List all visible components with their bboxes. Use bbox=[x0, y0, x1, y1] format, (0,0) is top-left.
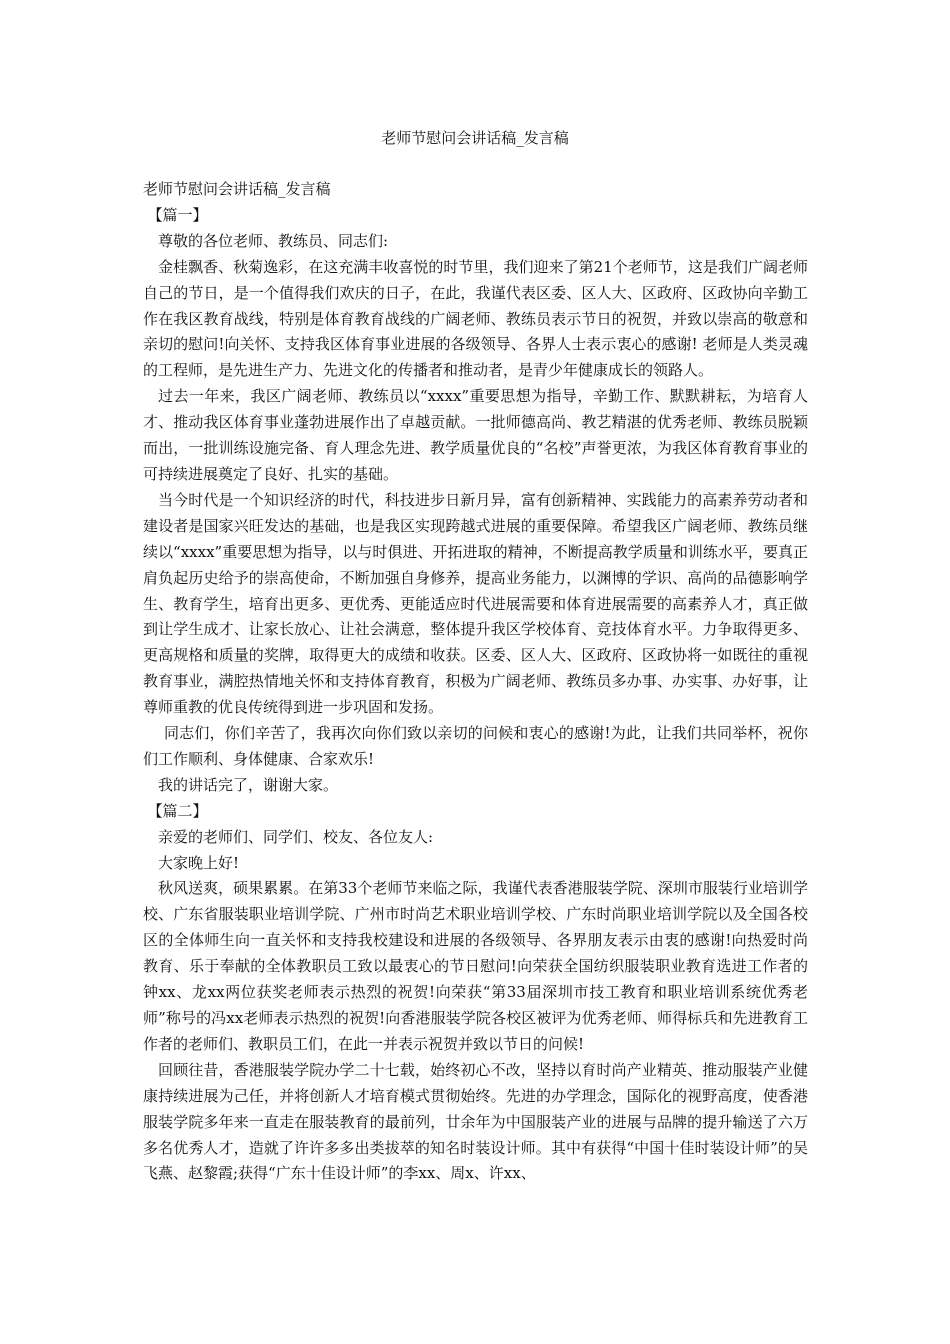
document-subtitle: 老师节慰问会讲话稿_发言稿 bbox=[143, 180, 331, 198]
part1-paragraph-2: 过去一年来，我区广阔老师、教练员以“xxxx”重要思想为指导，辛勤工作、默默耕耘，为培育人才、推动我区体育事业蓬勃进展作出了卓越贡献。一批师德高尚、教艺精湛的优秀老师、教练员脱颖而出，一批训练设施完备、育人理念先进、教学质量优良的“名校”声誉更浓，为我区体育教育事业的可持续进展奠定了良好、扎实的基础。 bbox=[143, 387, 808, 483]
part2-heading: 【篇二】 bbox=[147, 801, 208, 820]
part1-paragraph-4: 同志们，你们辛苦了，我再次向你们致以亲切的问候和衷心的感谢!为此，让我们共同举杯，祝你们工作顺利、身体健康、合家欢乐! bbox=[143, 724, 808, 768]
part1-paragraph-5: 我的讲话完了，谢谢大家。 bbox=[158, 775, 339, 794]
part2-paragraph-2: 回顾往昔，香港服装学院办学二十七载，始终初心不改，坚持以育时尚产业精英、推动服装产业健康持续进展为己任，并将创新人才培育模式贯彻始终。先进的办学理念，国际化的视野高度，使香港服装学院多年来一直走在服装教育的最前列，廿余年为中国服装产业的进展与品牌的提升输送了六万多名优秀人才，造就了许许多多出类拔萃的知名时装设计师。其中有获得“中国十佳时装设计师”的吴飞燕、赵黎霞;获得“广东十佳设计师”的李xx、周x、许xx、 bbox=[143, 1060, 808, 1183]
part1-paragraph-1: 金桂飘香、秋菊逸彩，在这充满丰收喜悦的时节里，我们迎来了第21个老师节，这是我们广阔老师自己的节日，是一个值得我们欢庆的日子，在此，我谨代表区委、区人大、区政府、区政协向辛勤工作在我区教育战线，特别是体育教育战线的广阔老师、教练员表示节日的祝贺，并致以崇高的敬意和亲切的慰问!向关怀、支持我区体育事业进展的各级领导、各界人士表示衷心的感谢! 老师是人类灵魂的工程师，是先进生产力、先进文化的传播者和推动者，是青少年健康成长的领路人。 bbox=[143, 257, 808, 380]
part2-greeting: 大家晚上好! bbox=[158, 853, 240, 872]
part1-heading: 【篇一】 bbox=[147, 205, 208, 224]
part1-salutation: 尊敬的各位老师、教练员、同志们: bbox=[158, 231, 389, 250]
part1-paragraph-3: 当今时代是一个知识经济的时代，科技进步日新月异，富有创新精神、实践能力的高素养劳动者和建设者是国家兴旺发达的基础，也是我区实现跨越式进展的重要保障。希望我区广阔老师、教练员继续以“xxxx”重要思想为指导，以与时俱进、开拓进取的精神，不断提高教学质量和训练水平，要真正肩负起历史给予的崇高使命，不断加强自身修养，提高业务能力，以渊博的学识、高尚的品德影响学生、教育学生，培育出更多、更优秀、更能适应时代进展需要和体育进展需要的高素养人才，真正做到让学生成才、让家长放心、让社会满意，整体提升我区学校体育、竞技体育水平。力争取得更多、更高规格和质量的奖牌，取得更大的成绩和收获。区委、区人大、区政府、区政协将一如既往的重视教育事业，满腔热情地关怀和支持体育教育，积极为广阔老师、教练员多办事、办实事、办好事，让尊师重教的优良传统得到进一步巩固和发扬。 bbox=[143, 490, 808, 717]
document-title: 老师节慰问会讲话稿_发言稿 bbox=[381, 129, 569, 147]
part2-paragraph-1: 秋风送爽，硕果累累。在第33个老师节来临之际，我谨代表香港服装学院、深圳市服装行业培训学校、广东省服装职业培训学院、广州市时尚艺术职业培训学校、广东时尚职业培训学院以及全国各校区的全体师生向一直关怀和支持我校建设和进展的各级领导、各界朋友表示由衷的感谢!向热爱时尚教育、乐于奉献的全体教职员工致以最衷心的节日慰问!向荣获全国纺织服装职业教育选进工作者的钟xx、龙xx两位获奖老师表示热烈的祝贺!向荣获“第33届深圳市技工教育和职业培训系统优秀老师”称号的冯xx老师表示热烈的祝贺!向香港服装学院各校区被评为优秀老师、师得标兵和先进教育工作者的老师们、教职员工们，在此一并表示祝贺并致以节日的问候! bbox=[143, 879, 808, 1053]
document-body bbox=[143, 177, 808, 1187]
part2-salutation: 亲爱的老师们、同学们、校友、各位友人: bbox=[158, 827, 434, 846]
